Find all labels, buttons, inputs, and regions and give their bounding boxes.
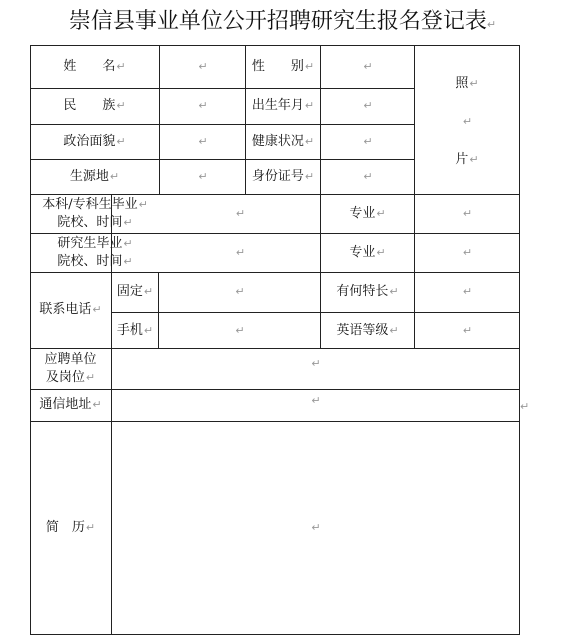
return-mark: ↵ [92, 303, 102, 316]
return-mark: ↵ [143, 323, 154, 337]
grad-major-label [321, 233, 414, 272]
grad-line2: 院校、时间 [57, 253, 123, 269]
return-mark: ↵ [520, 400, 530, 413]
birth-label [246, 88, 320, 124]
return-mark: ↵ [123, 215, 133, 229]
return-mark: ↵ [311, 520, 321, 534]
health-label-text: 健康状况 [251, 133, 304, 149]
return-mark: ↵ [85, 370, 96, 384]
ethnicity-label-text: 民 族 [63, 98, 116, 113]
return-mark: ↵ [304, 169, 315, 183]
return-mark: ↵ [486, 18, 497, 31]
return-mark: ↵ [92, 398, 102, 411]
return-mark: ↵ [235, 285, 245, 298]
specialty-value[interactable] [415, 272, 519, 312]
return-mark: ↵ [311, 357, 321, 370]
position-line1: 应聘单位 [44, 351, 97, 367]
origin-label-text: 生源地 [69, 168, 109, 184]
ethnicity-value[interactable] [160, 88, 245, 124]
resume-label [30, 421, 111, 634]
gender-label-text: 性 别 [251, 58, 304, 74]
id-number-label-text: 身份证号 [251, 168, 304, 184]
grad-label [30, 233, 160, 272]
undergrad-label [30, 194, 160, 233]
english-label-text: 英语等级 [336, 322, 389, 338]
specialty-label-text: 有何特长 [336, 284, 389, 299]
contact-label [30, 272, 111, 348]
return-mark: ↵ [143, 285, 154, 298]
return-mark: ↵ [235, 206, 246, 220]
mobile-phone-label-text: 手机 [116, 322, 143, 338]
politics-value[interactable] [160, 124, 245, 159]
health-value[interactable] [321, 124, 414, 159]
return-mark: ↵ [116, 134, 126, 148]
contact-label-text: 联系电话 [39, 302, 92, 317]
undergrad-value[interactable] [160, 194, 320, 233]
undergrad-line1: 本科/专科生毕业 [42, 196, 138, 212]
specialty-label [321, 272, 414, 312]
photo-bottom-text: 片 [455, 152, 469, 167]
grad-value[interactable] [160, 233, 320, 272]
position-line2: 及岗位 [45, 369, 85, 385]
row-end-mark [520, 400, 529, 413]
return-mark: ↵ [116, 99, 126, 112]
return-mark: ↵ [85, 520, 96, 534]
return-mark: ↵ [198, 59, 208, 73]
grad-line1: 研究生毕业 [57, 235, 123, 251]
return-mark: ↵ [198, 169, 208, 183]
return-mark: ↵ [376, 245, 386, 259]
politics-label [30, 124, 159, 159]
return-mark: ↵ [235, 323, 245, 337]
mobile-phone-value[interactable] [159, 313, 320, 348]
health-label [246, 124, 320, 159]
resume-value[interactable] [112, 421, 519, 634]
return-mark: ↵ [311, 394, 321, 407]
undergrad-major-label [321, 194, 414, 233]
name-label-text: 姓 名 [63, 58, 116, 74]
gender-value[interactable] [321, 45, 414, 88]
return-mark: ↵ [304, 99, 315, 112]
name-value[interactable] [160, 45, 245, 88]
return-mark: ↵ [235, 245, 246, 259]
table-border-right [519, 45, 520, 635]
undergrad-major-value[interactable] [415, 194, 519, 233]
origin-label [30, 159, 159, 194]
english-value[interactable] [415, 313, 519, 348]
resume-label-text: 简 历 [45, 519, 85, 535]
return-mark: ↵ [363, 99, 373, 112]
return-mark: ↵ [123, 254, 133, 268]
return-mark: ↵ [462, 245, 473, 259]
return-mark: ↵ [462, 323, 473, 337]
address-label-text: 通信地址 [39, 397, 92, 412]
fixed-phone-value[interactable] [159, 272, 320, 312]
return-mark: ↵ [138, 197, 148, 211]
gender-label [246, 45, 320, 88]
position-label [30, 348, 111, 389]
return-mark: ↵ [198, 99, 208, 112]
return-mark: ↵ [363, 134, 373, 148]
return-mark: ↵ [469, 153, 479, 166]
birth-value[interactable] [321, 88, 414, 124]
english-label [321, 313, 414, 348]
address-label [30, 389, 111, 421]
photo-label-top [415, 72, 519, 96]
return-mark: ↵ [116, 59, 126, 73]
id-number-value[interactable] [321, 159, 414, 194]
return-mark: ↵ [389, 323, 399, 337]
politics-label-text: 政治面貌 [63, 133, 116, 149]
return-mark: ↵ [389, 285, 399, 298]
birth-label-text: 出生年月 [251, 98, 304, 113]
table-border-bottom [30, 634, 519, 635]
return-mark: ↵ [462, 285, 473, 298]
photo-middle-mark [415, 110, 519, 134]
return-mark: ↵ [304, 134, 315, 148]
undergrad-major-label-text: 专业 [349, 205, 376, 221]
ethnicity-label [30, 88, 159, 124]
fixed-phone-label-text: 固定 [116, 284, 143, 299]
form-title-text: 崇信县事业单位公开招聘研究生报名登记表 [68, 9, 487, 34]
name-label [30, 45, 159, 88]
return-mark: ↵ [109, 169, 120, 183]
return-mark: ↵ [462, 206, 473, 220]
return-mark: ↵ [462, 115, 473, 128]
form-title [0, 4, 565, 35]
return-mark: ↵ [376, 206, 386, 220]
return-mark: ↵ [363, 59, 373, 73]
id-number-label [246, 159, 320, 194]
position-value[interactable] [112, 348, 519, 380]
photo-label-bottom [415, 148, 519, 172]
return-mark: ↵ [123, 236, 133, 250]
return-mark: ↵ [469, 77, 479, 90]
undergrad-line2: 院校、时间 [57, 214, 123, 230]
grad-major-value[interactable] [415, 233, 519, 272]
return-mark: ↵ [304, 59, 315, 73]
origin-value[interactable] [160, 159, 245, 194]
return-mark: ↵ [363, 169, 373, 183]
mobile-phone-label [112, 313, 158, 348]
return-mark: ↵ [198, 134, 208, 148]
address-value[interactable] [112, 389, 519, 413]
grad-major-label-text: 专业 [349, 244, 376, 260]
fixed-phone-label [112, 272, 158, 312]
photo-top-text: 照 [455, 76, 469, 91]
